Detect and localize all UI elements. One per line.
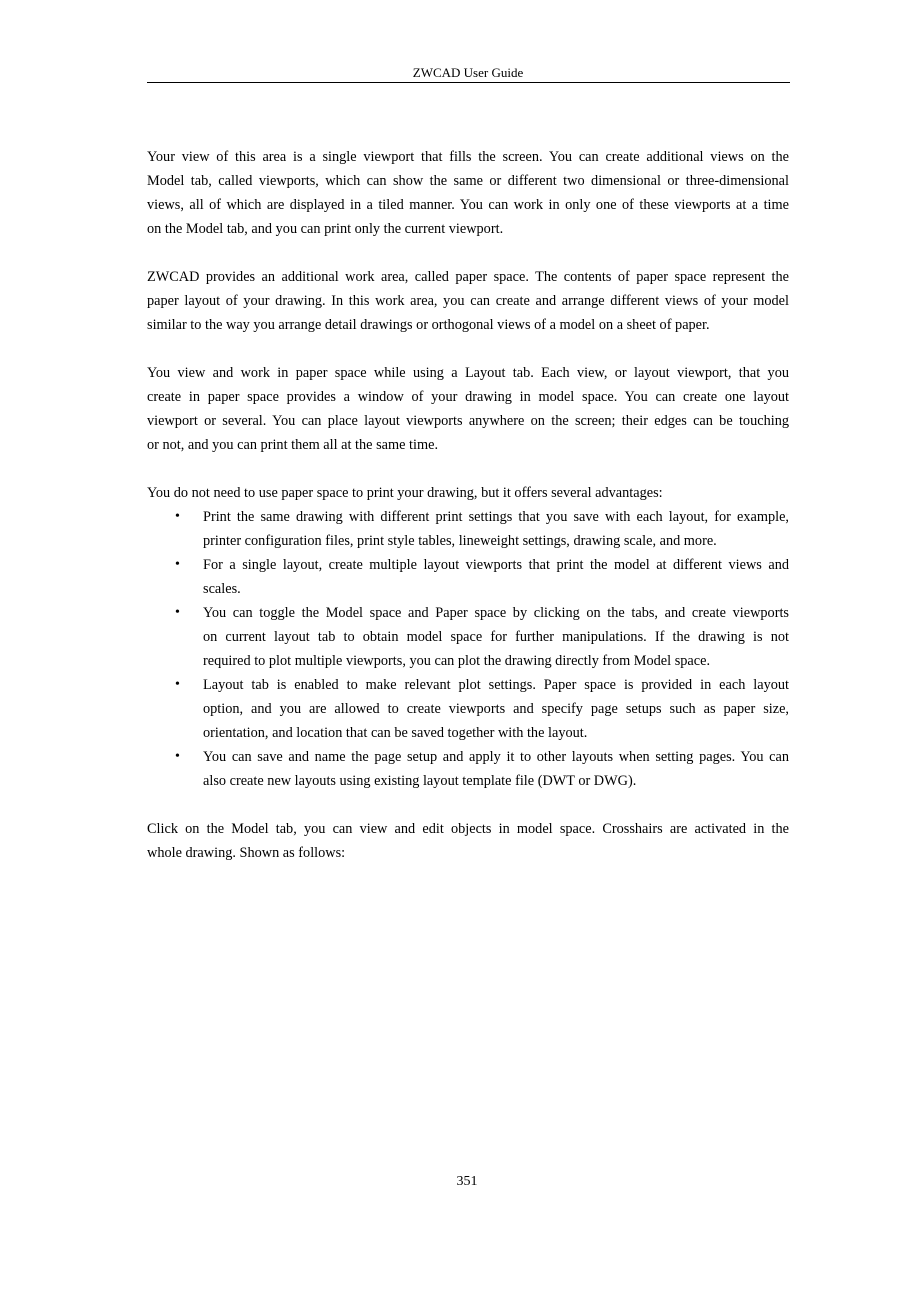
text-line: required to plot multiple viewports, you can plot the drawing directly from Model space.: [203, 653, 711, 669]
text-line: scales.: [203, 581, 241, 597]
text-line: You view and work in paper space while using a Layout tab. Each view, or layout viewport, that you: [147, 365, 789, 381]
text-line: or not, and you can print them all at the same time.: [147, 437, 439, 453]
bullet-icon: •: [175, 749, 180, 764]
text-line: You can save and name the page setup and apply it to other layouts when setting pages. You can: [203, 749, 789, 765]
text-line: viewport or several. You can place layout viewports anywhere on the screen; their edges can be touching: [147, 413, 789, 429]
page-number: 351: [456, 1174, 478, 1189]
paragraph: [147, 361, 789, 457]
list-item: [147, 505, 789, 553]
text-line: whole drawing. Shown as follows:: [147, 845, 346, 861]
text-line: views, all of which are displayed in a tiled manner. You can work in only one of these viewports at a time: [147, 197, 789, 213]
text-line: printer configuration files, print style tables, lineweight settings, drawing scale, and more.: [203, 533, 717, 549]
bullet-icon: •: [175, 557, 180, 572]
text-line: similar to the way you arrange detail drawings or orthogonal views of a model on a sheet of paper.: [147, 317, 710, 333]
text-line: on current layout tab to obtain model space for further manipulations. If the drawing is not: [203, 629, 789, 645]
list-item: [147, 601, 789, 673]
text-line: Your view of this area is a single viewport that fills the screen. You can create additional views on the: [147, 149, 789, 165]
text-line: orientation, and location that can be saved together with the layout.: [203, 725, 588, 741]
bullet-icon: •: [175, 605, 180, 620]
advantages-intro: You do not need to use paper space to print your drawing, but it offers several advantages:: [147, 485, 663, 501]
list-item: [147, 745, 789, 793]
text-line: ZWCAD provides an additional work area, called paper space. The contents of paper space represent the: [147, 269, 789, 285]
list-item: [147, 673, 789, 745]
header-rule: [147, 82, 790, 83]
running-header: ZWCAD User Guide: [412, 65, 524, 80]
text-line: You can toggle the Model space and Paper space by clicking on the tabs, and create viewports: [203, 605, 789, 621]
text-line: Print the same drawing with different print settings that you save with each layout, for example,: [203, 509, 789, 525]
page-body: [147, 145, 789, 889]
bullet-icon: •: [175, 509, 180, 524]
closing-paragraph: [147, 817, 789, 865]
paragraph: [147, 265, 789, 337]
text-line: paper layout of your drawing. In this work area, you can create and arrange different views of your model: [147, 293, 789, 309]
text-line: also create new layouts using existing layout template file (DWT or DWG).: [203, 773, 637, 789]
text-line: Click on the Model tab, you can view and edit objects in model space. Crosshairs are activated in the: [147, 821, 789, 837]
text-line: For a single layout, create multiple layout viewports that print the model at different views and: [203, 557, 789, 573]
text-line: Layout tab is enabled to make relevant plot settings. Paper space is provided in each layout: [203, 677, 789, 693]
text-line: option, and you are allowed to create viewports and specify page setups such as paper size,: [203, 701, 789, 717]
bullet-icon: •: [175, 677, 180, 692]
advantages-list: [147, 505, 789, 793]
text-line: on the Model tab, and you can print only the current viewport.: [147, 221, 504, 237]
text-line: create in paper space provides a window of your drawing in model space. You can create one layout: [147, 389, 789, 405]
text-line: Model tab, called viewports, which can show the same or different two dimensional or three-dimensional: [147, 173, 789, 189]
list-item: [147, 553, 789, 601]
paragraph: [147, 145, 789, 241]
